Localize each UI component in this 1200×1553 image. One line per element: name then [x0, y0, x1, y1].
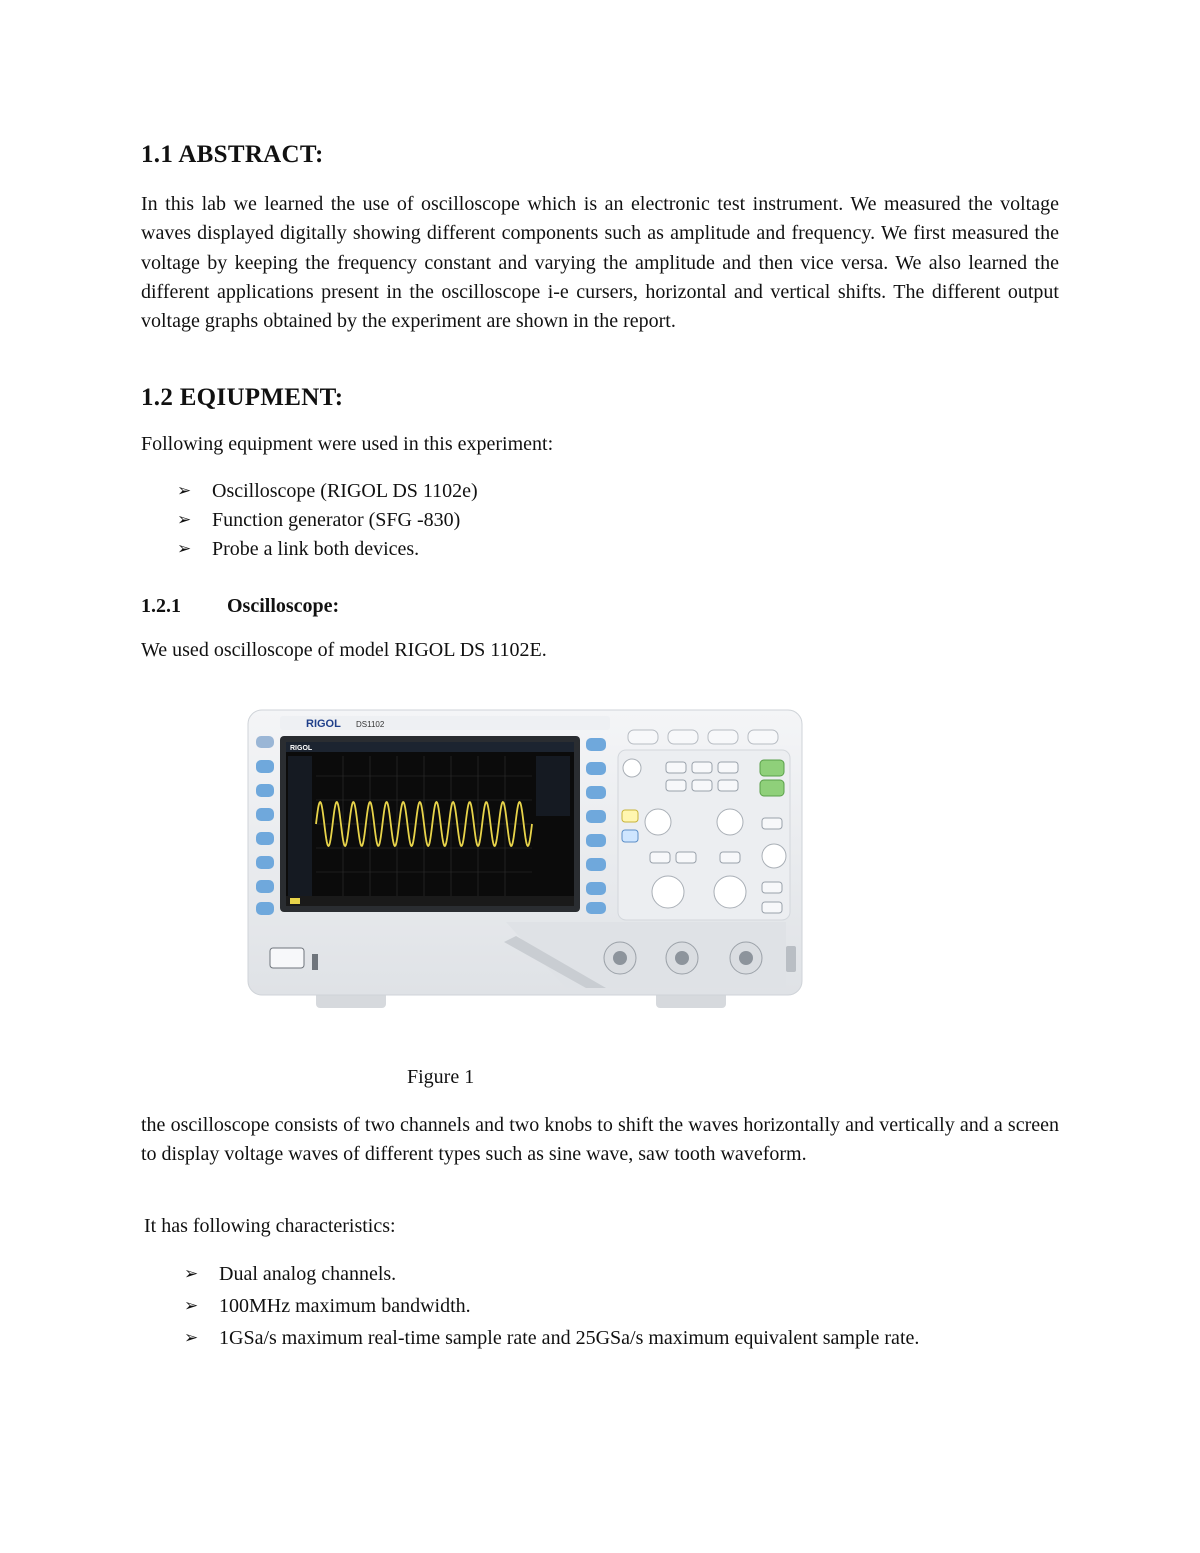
screen-brand-label: RIGOL: [290, 745, 313, 752]
section-title: Oscilloscope:: [227, 595, 340, 617]
brand-label: RIGOL: [306, 718, 341, 730]
list-item: ➢ Probe a link both devices.: [212, 535, 478, 564]
model-label: DS1102: [356, 720, 385, 729]
equipment-list: [177, 477, 478, 564]
arrow-bullet-icon: ➢: [184, 1264, 199, 1284]
list-item: ➢ Dual analog channels.: [219, 1260, 919, 1292]
arrow-bullet-icon: ➢: [177, 539, 192, 559]
section-number: 1.2.1: [141, 595, 181, 617]
abstract-heading: 1.1 ABSTRACT:: [141, 141, 324, 168]
arrow-bullet-icon: ➢: [184, 1296, 199, 1316]
oscilloscope-image: [246, 706, 804, 1018]
oscilloscope-photo: [246, 706, 804, 1018]
oscilloscope-heading: [141, 595, 339, 618]
oscilloscope-intro: We used oscilloscope of model RIGOL DS 1102E.: [141, 639, 547, 661]
list-item: ➢ 1GSa/s maximum real-time sample rate and 25GSa/s maximum equivalent sample rate.: [219, 1324, 919, 1356]
characteristics-intro: It has following characteristics:: [144, 1215, 396, 1237]
arrow-bullet-icon: ➢: [177, 510, 192, 530]
equipment-intro: Following equipment were used in this experiment:: [141, 433, 554, 455]
oscilloscope-description: the oscilloscope consists of two channels and two knobs to shift the waves horizontally and vertically and a screen to display voltage waves of different types such as sine wave, saw tooth waveform.: [141, 1114, 1059, 1166]
equipment-heading: 1.2 EQIUPMENT:: [141, 384, 344, 411]
characteristics-list: [184, 1260, 920, 1356]
list-item: ➢ 100MHz maximum bandwidth.: [219, 1292, 919, 1324]
abstract-paragraph: In this lab we learned the use of oscilloscope which is an electronic test instrument. We measured the voltage waves displayed digitally showing different components such as amplitude and frequency. We first measured the voltage by keeping the frequency constant and varying the amplitude and then vice versa. We also learned the different applications present in the oscilloscope i-e cursers, horizontal and vertical shifts. The different output voltage graphs obtained by the experiment are shown in the report.: [141, 193, 1059, 333]
list-item: ➢ Oscilloscope (RIGOL DS 1102e): [212, 477, 478, 506]
arrow-bullet-icon: ➢: [184, 1328, 199, 1348]
list-item: ➢ Function generator (SFG -830): [212, 506, 478, 535]
arrow-bullet-icon: ➢: [177, 481, 192, 501]
figure-caption: Figure 1: [407, 1066, 475, 1088]
